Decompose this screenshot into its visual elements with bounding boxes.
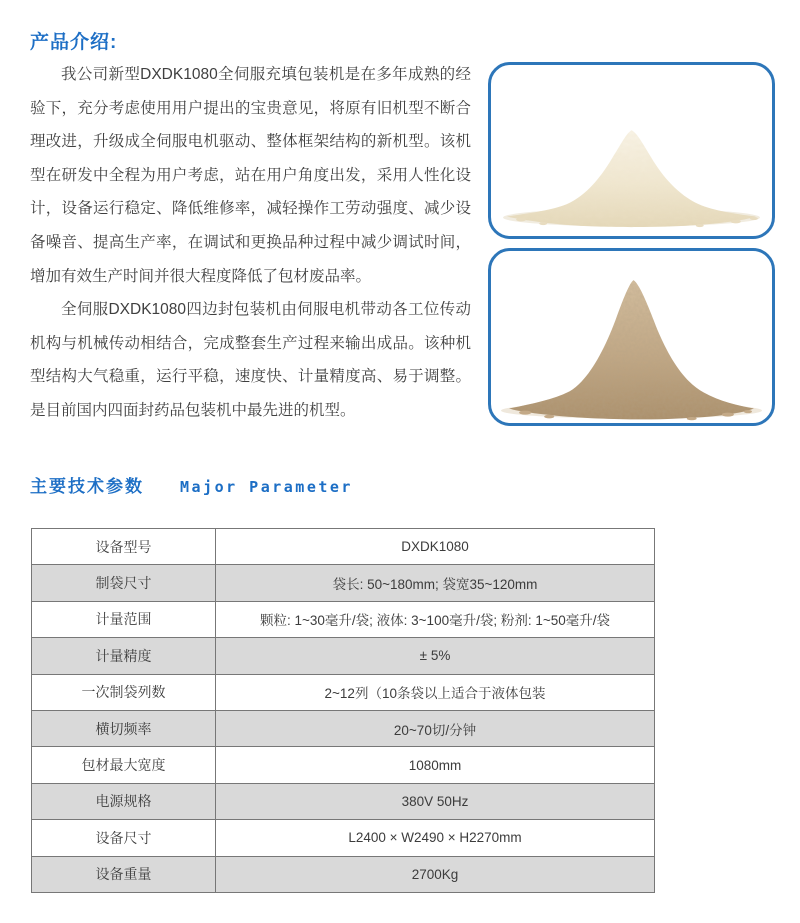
table-row <box>32 565 655 601</box>
param-value-cell: 1080mm <box>216 747 655 783</box>
param-label-cell: 设备重量 <box>32 856 216 892</box>
table-row <box>32 638 655 674</box>
param-label-cell: 设备尺寸 <box>32 820 216 856</box>
param-value-cell: ± 5% <box>216 638 655 674</box>
granules-photo-frame <box>488 62 775 239</box>
param-value-cell: 袋长: 50~180mm; 袋宽35~120mm <box>216 565 655 601</box>
parameters-heading-zh: 主要技术参数 <box>30 477 144 496</box>
intro-heading: 产品介绍: <box>30 32 118 53</box>
param-value-cell: 20~70切/分钟 <box>216 710 655 746</box>
param-label-cell: 一次制袋列数 <box>32 674 216 710</box>
intro-paragraph-2: 全伺服DXDK1080四边封包装机由伺服电机带动各工位传动机构与机械传动相结合，完成整套生产过程来输出成品。该种机型结构大气稳重，运行平稳，速度快、计量精度高、易于调整。是目前国内四面封药品包装机中最先进的机型。 <box>30 301 471 419</box>
table-row <box>32 674 655 710</box>
granules-pile-image <box>491 67 772 236</box>
intro-paragraph-1: 我公司新型DXDK1080全伺服充填包装机是在多年成熟的经验下，充分考虑使用用户提出的宝贵意见，将原有旧机型不断合理改进，升级成全伺服电机驱动、整体框架结构的新机型。该机型在研发中全程为用户考虑，站在用户角度出发，采用人性化设计，设备运行稳定、降低维修率，减轻操作工劳动强度、减少设备噪音、提高生产率，在调试和更换品种过程中减少调试时间，增加有效生产时间并很大程度降低了包材废品率。 <box>30 66 471 285</box>
table-row <box>32 856 655 892</box>
param-value-cell: 颗粒: 1~30毫升/袋; 液体: 3~100毫升/袋; 粉剂: 1~50毫升/袋 <box>216 601 655 637</box>
param-label-cell: 电源规格 <box>32 783 216 819</box>
param-label-cell: 包材最大宽度 <box>32 747 216 783</box>
parameters-heading-en: Major Parameter <box>180 478 353 496</box>
table-row <box>32 529 655 565</box>
table-row <box>32 710 655 746</box>
param-value-cell: DXDK1080 <box>216 529 655 565</box>
parameters-table <box>31 528 655 893</box>
table-row <box>32 747 655 783</box>
param-value-cell: 2700Kg <box>216 856 655 892</box>
param-label-cell: 横切频率 <box>32 710 216 746</box>
param-value-cell: L2400 × W2490 × H2270mm <box>216 820 655 856</box>
parameters-heading <box>30 472 353 497</box>
table-row <box>32 820 655 856</box>
param-value-cell: 2~12列（10条袋以上适合于液体包装 <box>216 674 655 710</box>
param-label-cell: 设备型号 <box>32 529 216 565</box>
powder-photo-frame <box>488 248 775 426</box>
param-label-cell: 计量精度 <box>32 638 216 674</box>
table-row <box>32 601 655 637</box>
intro-text-block <box>30 58 471 428</box>
param-label-cell: 计量范围 <box>32 601 216 637</box>
param-label-cell: 制袋尺寸 <box>32 565 216 601</box>
table-row <box>32 783 655 819</box>
powder-pile-image <box>491 250 772 423</box>
param-value-cell: 380V 50Hz <box>216 783 655 819</box>
